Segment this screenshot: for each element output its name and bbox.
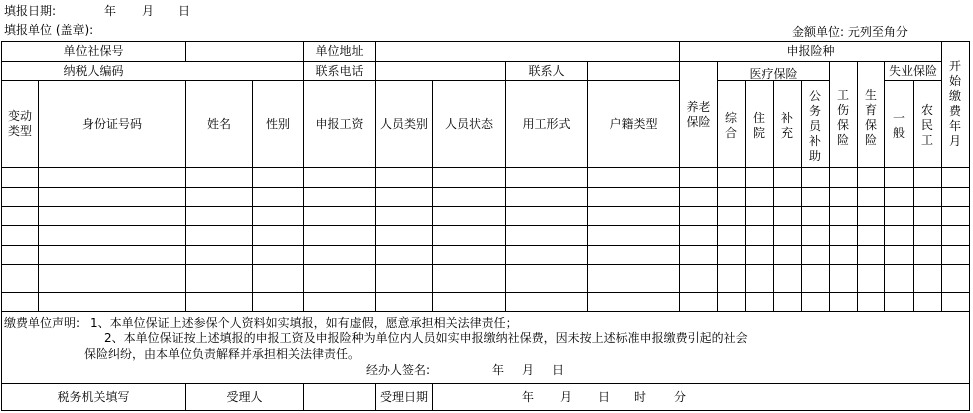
amount-unit-label: 金额单位: 元列至角分	[792, 25, 908, 39]
accept-date-label: 受理日期	[379, 390, 428, 404]
social-security-no-label: 单位社保号	[63, 44, 124, 58]
handler-label: 受理人	[226, 390, 263, 404]
accept-date-year: 年	[522, 390, 535, 404]
id-number-header: 身份证号码	[81, 117, 142, 131]
gender-header: 性别	[265, 117, 290, 131]
contact-label: 联系人	[528, 64, 565, 78]
person-category-header: 人员类别	[379, 117, 428, 131]
unemployment-farmer-header: 农 民 工	[920, 103, 933, 147]
start-month-header: 开 始 缴 费 年 月	[948, 59, 961, 148]
fill-unit-label: 填报单位 (盖章):	[4, 23, 94, 37]
name-header: 姓名	[206, 117, 231, 131]
agent-sign-label: 经办人签名:	[366, 363, 431, 377]
accept-date-day: 日	[598, 390, 611, 404]
fill-date-label: 填报日期:	[4, 4, 57, 18]
maternity-header: 生 育 保 险	[864, 88, 877, 147]
fill-date-month: 月	[142, 4, 155, 18]
work-injury-header: 工 伤 保 险	[836, 88, 849, 147]
household-type-header: 户籍类型	[609, 117, 658, 131]
unemployment-general-header: 一 般	[892, 111, 905, 140]
tax-office-label: 税务机关填写	[57, 390, 130, 404]
fill-date-year: 年	[104, 4, 117, 18]
declared-wage-header: 申报工资	[315, 117, 364, 131]
statement-line-1: 1、本单位保证上述参保个人资料如实填报，如有虚假，愿意承担相关法律责任；	[90, 316, 518, 330]
unit-address-label: 单位地址	[315, 44, 364, 58]
medical-supplement-header: 补 充	[780, 111, 793, 140]
medical-hospital-header: 住 院	[752, 111, 765, 140]
insurance-types-header: 申报险种	[786, 44, 835, 58]
person-status-header: 人员状态	[444, 117, 493, 131]
statement-line-2: 2、本单位保证按上述填报的申报工资及申报险种为单位内人员如实申报缴纳社保费，因未按上述标准申报缴费引起的社会	[104, 331, 748, 345]
accept-date-minute: 分	[674, 390, 687, 404]
statement-prefix: 缴费单位声明:	[4, 316, 81, 330]
taxpayer-code-label: 纳税人编码	[63, 64, 124, 78]
agent-sign-day: 日	[552, 363, 565, 377]
medical-comprehensive-header: 综 合	[724, 111, 737, 140]
phone-label: 联系电话	[315, 64, 364, 78]
accept-date-hour: 时	[634, 390, 647, 404]
pension-header: 养老 保险	[686, 100, 711, 129]
medical-insurance-header: 医疗保险	[749, 67, 798, 81]
employment-form-header: 用工形式	[522, 117, 571, 131]
unemployment-insurance-header: 失业保险	[888, 64, 937, 78]
agent-sign-month: 月	[522, 363, 535, 377]
statement-line-3: 保险纠纷，由本单位负责解释并承担相关法律责任。	[84, 347, 361, 361]
fill-date-day: 日	[178, 4, 191, 18]
agent-sign-year: 年	[492, 363, 505, 377]
accept-date-month: 月	[560, 390, 573, 404]
civil-servant-subsidy-header: 公 务 员 补 助	[808, 89, 821, 163]
change-type-header: 变动 类型	[7, 109, 32, 138]
